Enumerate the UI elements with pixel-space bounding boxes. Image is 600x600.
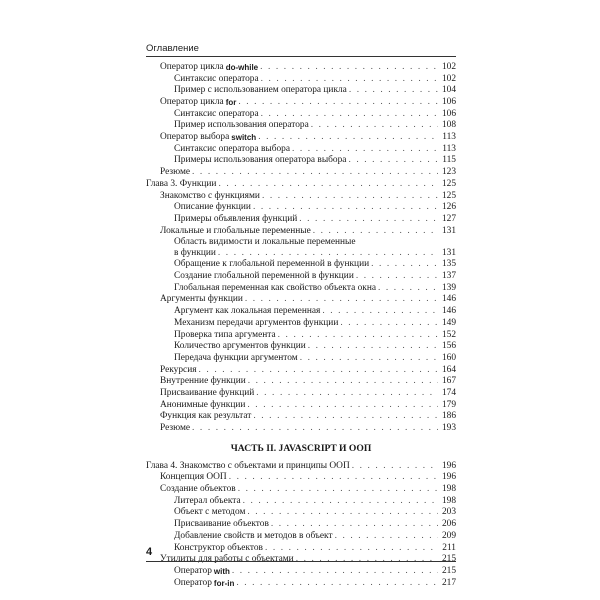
toc-entry-page: 131 xyxy=(441,247,456,258)
part-title: ЧАСТЬ II. JAVASCRIPT И ООП xyxy=(230,442,372,454)
toc-entry-title: Объект с методом xyxy=(174,507,246,518)
page-number: 4 xyxy=(146,546,153,558)
dot-leader xyxy=(261,109,438,121)
toc-entry-page: 196 xyxy=(441,472,456,483)
toc-entry-page: 123 xyxy=(441,167,456,178)
toc-entry xyxy=(146,365,456,377)
dot-leader xyxy=(245,294,438,306)
dot-leader xyxy=(218,248,438,260)
toc-part-1 xyxy=(146,62,456,435)
toc-entry xyxy=(146,109,456,121)
toc-entry xyxy=(146,62,456,74)
dot-leader xyxy=(247,507,438,519)
toc-entry-page: 215 xyxy=(441,554,456,565)
toc-entry xyxy=(146,484,456,496)
toc-entry xyxy=(146,202,456,214)
toc-entry-page: 198 xyxy=(441,484,456,495)
table-of-contents xyxy=(146,62,456,589)
toc-entry-page: 108 xyxy=(441,120,456,131)
toc-entry-title: Внутренние функции xyxy=(160,376,246,387)
toc-entry xyxy=(146,214,456,226)
dot-leader xyxy=(335,531,438,543)
toc-entry-page: 146 xyxy=(441,306,456,317)
toc-entry-page: 217 xyxy=(441,577,456,588)
footer-divider xyxy=(146,561,456,562)
toc-entry-page: 102 xyxy=(441,61,456,72)
toc-entry-title: Синтаксис оператора xyxy=(174,73,259,84)
toc-entry-title: Резюме xyxy=(160,167,191,178)
toc-entry xyxy=(146,318,456,330)
dot-leader xyxy=(349,85,438,97)
toc-entry-title: Пример использования оператора xyxy=(174,120,309,131)
toc-entry-page: 106 xyxy=(441,108,456,119)
toc-entry-title: Глобальная переменная как свойство объекта окна xyxy=(174,282,377,293)
toc-entry-title: Количество аргументов функции xyxy=(174,341,306,352)
toc-entry xyxy=(146,376,456,388)
toc-entry-page: 209 xyxy=(441,530,456,541)
toc-entry-title: Создание глобальной переменной в функции xyxy=(174,271,354,282)
dot-leader xyxy=(238,484,438,496)
toc-entry xyxy=(146,341,456,353)
toc-entry-title: Знакомство с функциями xyxy=(160,190,260,201)
toc-entry-page: 167 xyxy=(441,376,456,387)
toc-entry-page: 137 xyxy=(441,271,456,282)
toc-entry-title: Примеры объявления функций xyxy=(174,213,298,224)
toc-entry-title: Рекурсия xyxy=(160,364,197,375)
toc-entry-title: Область видимости и локальные переменные xyxy=(174,237,356,248)
toc-entry xyxy=(146,259,456,271)
toc-entry-page: 160 xyxy=(441,352,456,363)
toc-entry-title: Анонимные функции xyxy=(160,399,246,410)
toc-entry xyxy=(146,248,456,260)
toc-entry xyxy=(146,283,456,295)
toc-entry xyxy=(146,461,456,473)
toc-entry xyxy=(146,423,456,435)
toc-entry-page: 125 xyxy=(441,190,456,201)
dot-leader xyxy=(311,120,438,132)
dot-leader xyxy=(322,306,438,318)
toc-entry-page: 152 xyxy=(441,329,456,340)
toc-entry-page: 104 xyxy=(441,85,456,96)
dot-leader xyxy=(278,330,438,342)
toc-entry-page: 174 xyxy=(441,387,456,398)
toc-entry-title: Аргументы функции xyxy=(160,294,243,305)
toc-entry xyxy=(146,578,456,590)
dot-leader xyxy=(260,62,438,74)
toc-entry-page: 125 xyxy=(441,178,456,189)
toc-entry-title: Присваивание объектов xyxy=(174,519,269,530)
dot-leader xyxy=(238,97,438,109)
toc-entry-title: Глава 4. Знакомство с объектами и принципы ООП xyxy=(146,460,350,471)
dot-leader xyxy=(248,376,438,388)
toc-entry xyxy=(146,330,456,342)
toc-entry-title: Примеры использования оператора выбора xyxy=(174,155,347,166)
dot-leader xyxy=(265,543,438,555)
toc-entry-page: 115 xyxy=(442,155,456,166)
toc-entry xyxy=(146,191,456,203)
toc-entry xyxy=(146,167,456,179)
toc-entry xyxy=(146,566,456,578)
toc-entry-title: Оператор xyxy=(174,577,212,588)
toc-entry-title: Функция как результат xyxy=(160,411,252,422)
toc-entry xyxy=(146,496,456,508)
toc-entry xyxy=(146,120,456,132)
toc-entry-page: 106 xyxy=(441,97,456,108)
toc-entry xyxy=(146,411,456,423)
dot-leader xyxy=(261,74,438,86)
toc-entry-title: Синтаксис оператора выбора xyxy=(174,143,291,154)
toc-entry xyxy=(146,400,456,412)
toc-entry-page: 156 xyxy=(441,341,456,352)
toc-entry-title: Пример с использованием оператора цикла xyxy=(174,85,347,96)
toc-entry xyxy=(146,97,456,109)
dot-leader xyxy=(348,155,438,167)
toc-entry-title: Оператор xyxy=(174,565,212,576)
running-head: Оглавление xyxy=(146,43,199,54)
dot-leader xyxy=(292,144,438,156)
toc-entry-keyword: for xyxy=(225,98,237,108)
toc-entry xyxy=(146,226,456,238)
toc-entry-page: 149 xyxy=(441,317,456,328)
toc-entry-page: 131 xyxy=(441,225,456,236)
dot-leader xyxy=(356,271,438,283)
toc-entry xyxy=(146,306,456,318)
toc-entry-title: Описание функции xyxy=(174,202,251,213)
dot-leader xyxy=(308,341,438,353)
toc-entry-page: 113 xyxy=(442,132,456,143)
toc-entry-title: Оператор выбора xyxy=(160,132,230,143)
toc-entry-title: Передача функции аргументом xyxy=(174,352,298,363)
toc-entry-page: 102 xyxy=(441,73,456,84)
dot-leader xyxy=(236,578,438,590)
toc-entry-page: 206 xyxy=(441,519,456,530)
toc-entry-page: 198 xyxy=(441,495,456,506)
toc-entry-title: в функции xyxy=(174,247,216,258)
toc-entry-title: Литерал объекта xyxy=(174,495,241,506)
toc-entry-title: Локальные и глобальные переменные xyxy=(160,225,311,236)
toc-entry-page: 126 xyxy=(441,202,456,213)
toc-entry xyxy=(146,132,456,144)
toc-entry-title: Проверка типа аргумента xyxy=(174,329,276,340)
toc-part-2 xyxy=(146,461,456,590)
toc-entry-page: 196 xyxy=(441,460,456,471)
toc-entry-title: Утилиты для работы с объектами xyxy=(160,554,294,565)
toc-entry-page: 179 xyxy=(441,399,456,410)
dot-leader xyxy=(258,132,438,144)
toc-entry-title: Аргумент как локальная переменная xyxy=(174,306,321,317)
toc-entry-page: 215 xyxy=(441,565,456,576)
toc-entry-keyword: switch xyxy=(231,133,257,143)
toc-entry xyxy=(146,388,456,400)
toc-entry xyxy=(146,507,456,519)
toc-entry-keyword: do-while xyxy=(225,62,259,72)
dot-leader xyxy=(218,179,438,191)
dot-leader xyxy=(243,496,438,508)
toc-entry-page: 164 xyxy=(441,364,456,375)
toc-entry-title: Оператор цикла xyxy=(160,97,224,108)
toc-entry xyxy=(146,237,456,247)
dot-leader xyxy=(253,411,438,423)
toc-entry xyxy=(146,472,456,484)
dot-leader xyxy=(271,519,438,531)
toc-entry-title: Создание объектов xyxy=(160,484,236,495)
toc-entry-page: 186 xyxy=(441,411,456,422)
dot-leader xyxy=(253,202,438,214)
dot-leader xyxy=(299,214,438,226)
toc-entry xyxy=(146,294,456,306)
toc-entry xyxy=(146,519,456,531)
toc-entry-page: 135 xyxy=(441,259,456,270)
toc-entry xyxy=(146,353,456,365)
toc-entry xyxy=(146,74,456,86)
toc-entry-title: Обращение к глобальной переменной в функции xyxy=(174,259,370,270)
dot-leader xyxy=(256,388,438,400)
toc-entry-keyword: for-in xyxy=(213,578,235,588)
toc-entry-keyword: with xyxy=(213,566,230,576)
dot-leader xyxy=(371,259,438,271)
dot-leader xyxy=(229,472,438,484)
toc-entry-page: 193 xyxy=(441,423,456,433)
dot-leader xyxy=(300,353,438,365)
dot-leader xyxy=(313,226,438,238)
toc-entry xyxy=(146,85,456,97)
toc-entry-title: Глава 3. Функции xyxy=(146,178,217,189)
toc-entry-title: Оператор цикла xyxy=(160,61,224,72)
dot-leader xyxy=(232,566,438,578)
toc-entry-page: 113 xyxy=(442,143,456,154)
toc-entry-title: Синтаксис оператора xyxy=(174,108,259,119)
toc-entry xyxy=(146,543,456,555)
dot-leader xyxy=(199,365,438,377)
header-divider xyxy=(146,56,456,57)
toc-entry-title: Резюме xyxy=(160,423,191,433)
toc-entry-title: Концепция ООП xyxy=(160,472,227,483)
dot-leader xyxy=(378,283,438,295)
toc-entry-page: 127 xyxy=(441,213,456,224)
toc-entry-title: Конструктор объектов xyxy=(174,542,263,553)
dot-leader xyxy=(262,191,438,203)
toc-entry xyxy=(146,156,456,168)
dot-leader xyxy=(192,167,438,179)
toc-entry-page: 146 xyxy=(441,294,456,305)
dot-leader xyxy=(192,423,438,435)
dot-leader xyxy=(352,461,438,473)
toc-entry-page: 139 xyxy=(441,282,456,293)
toc-entry xyxy=(146,144,456,156)
toc-entry-page: 203 xyxy=(441,507,456,518)
toc-entry-title: Добавление свойств и методов в объект xyxy=(174,530,333,541)
dot-leader xyxy=(247,400,438,412)
dot-leader xyxy=(340,318,438,330)
toc-entry xyxy=(146,271,456,283)
toc-entry xyxy=(146,179,456,191)
toc-entry-title: Присваивание функций xyxy=(160,387,255,398)
toc-entry-title: Механизм передачи аргументов функции xyxy=(174,317,339,328)
toc-entry xyxy=(146,531,456,543)
toc-entry-page: 211 xyxy=(442,542,456,553)
